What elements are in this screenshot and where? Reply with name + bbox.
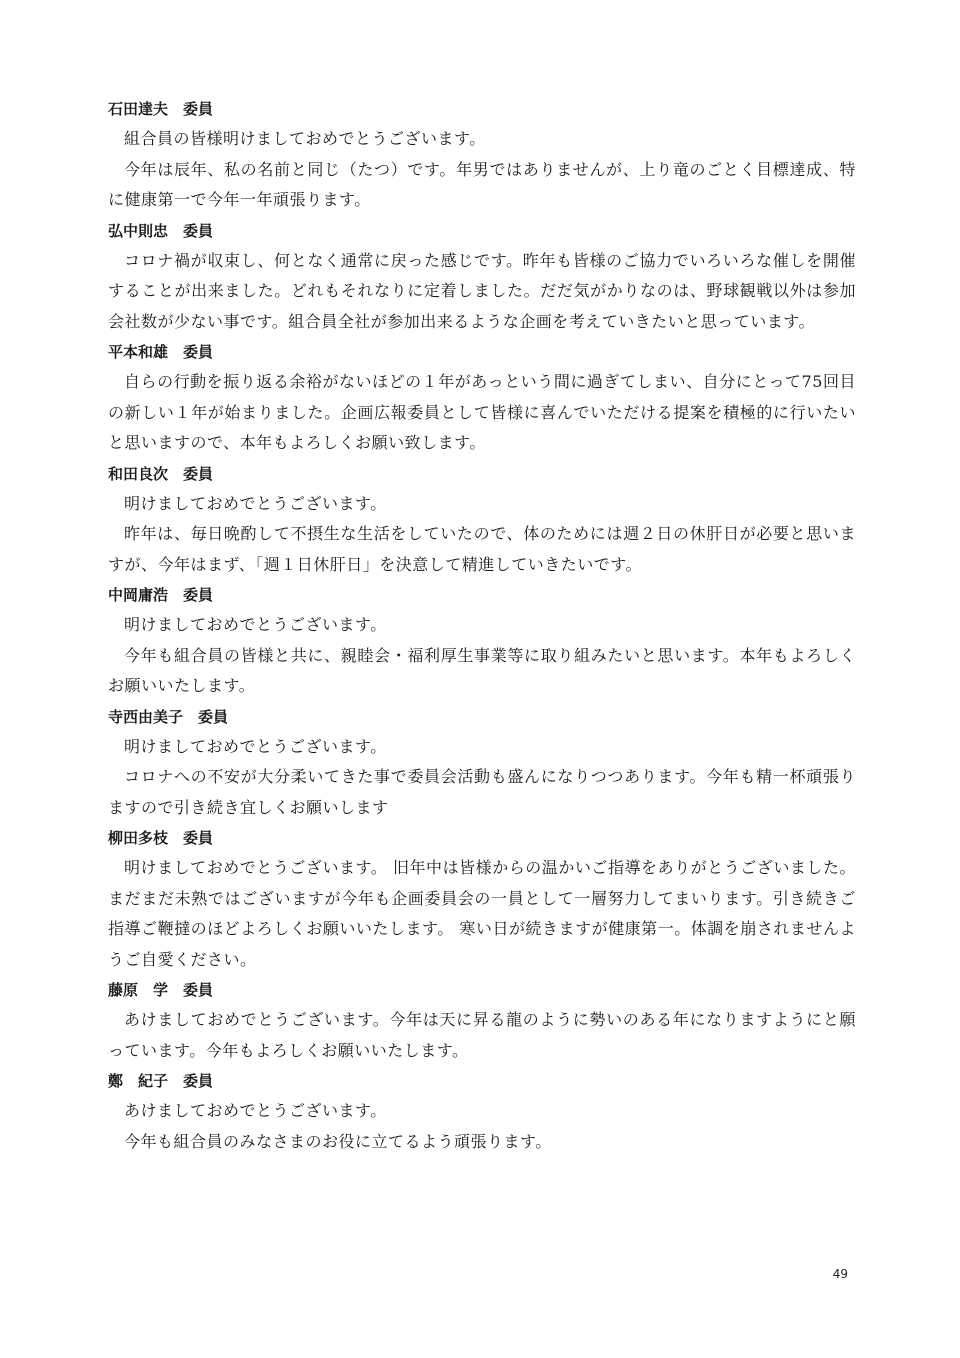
member-name: 中岡庸浩 委員 (108, 586, 214, 604)
member-name: 柳田多枝 委員 (108, 829, 214, 847)
member-paragraph: 昨年は、毎日晩酌して不摂生な生活をしていたので、体のためには週２日の休肝日が必要と思いますが、今年はまず、「週１日休肝日」を決意して精進していきたいです。 (108, 524, 856, 574)
member-section-yanagida (108, 823, 856, 975)
member-section-hironaka (108, 216, 856, 338)
member-paragraph: コロナ禍が収束し、何となく通常に戻った感じです。昨年も皆様のご協力でいろいろな催しを開催することが出来ました。どれもそれなりに定着しました。だだ気がかりなのは、野球観戦以外は参加会社数が少ない事です。組合員全社が参加出来るような企画を考えていきたいと思っています。 (108, 250, 856, 331)
member-paragraph: あけましておめでとうございます。 (124, 1101, 387, 1120)
member-name: 石田達夫 委員 (108, 100, 214, 118)
member-name: 和田良次 委員 (108, 464, 214, 483)
member-section-tei (108, 1066, 856, 1157)
member-section-nakaoka (108, 580, 856, 702)
member-paragraph: 今年も組合員の皆様と共に、親睦会・福利厚生事業等に取り組みたいと思います。本年もよろしくお願いいたします。 (108, 645, 856, 695)
member-paragraph: コロナへの不安が大分柔いてきた事で委員会活動も盛んになりつつあります。今年も精一杯頑張りますので引き続き宜しくお願いします (108, 767, 856, 817)
member-section-hiramoto (108, 337, 856, 459)
member-name: 藤原 学 委員 (108, 981, 214, 999)
member-paragraph: 今年は辰年、私の名前と同じ（たつ）です。年男ではありませんが、上り竜のごとく目標達成、特に健康第一で今年一年頑張ります。 (108, 159, 856, 209)
member-paragraph: 今年も組合員のみなさまのお役に立てるよう頑張ります。 (124, 1131, 552, 1151)
member-name: 平本和雄 委員 (108, 343, 214, 361)
member-name: 弘中則忠 委員 (108, 221, 214, 240)
member-paragraph: あけましておめでとうございます。今年は天に昇る龍のように勢いのある年になりますようにと願っています。今年もよろしくお願いいたします。 (108, 1010, 856, 1060)
member-paragraph: 自らの行動を振り返る余裕がないほどの１年があっという間に過ぎてしまい、自分にとって75回目の新しい１年が始まりました。企画広報委員として皆様に喜んでいただける提案を積極的に行いたいと思いますので、本年もよろしくお願い致します。 (108, 372, 856, 452)
member-name: 寺西由美子 委員 (108, 707, 229, 726)
member-paragraph: 明けましておめでとうございます。 (124, 736, 387, 756)
member-name: 鄭 紀子 委員 (108, 1072, 214, 1090)
member-paragraph: 組合員の皆様明けましておめでとうございます。 (124, 129, 486, 148)
member-paragraph: 明けましておめでとうございます。 (124, 493, 387, 513)
member-comments (108, 94, 856, 1157)
member-section-wada (108, 459, 856, 581)
member-paragraph: 明けましておめでとうございます。 (124, 615, 387, 634)
member-section-ishida (108, 94, 856, 216)
page-number: 49 (832, 1267, 848, 1281)
member-section-teranishi (108, 702, 856, 824)
member-paragraph: 明けましておめでとうございます。 旧年中は皆様からの温かいご指導をありがとうございました。まだまだ未熟ではございますが今年も企画委員会の一員として一層努力してまいります。引き続きご指導ご鞭撻のほどよろしくお願いいたします。 寒い日が続きますが健康第一。体調を崩されませんようご自愛ください。 (108, 858, 856, 969)
member-section-fujiwara (108, 975, 856, 1066)
